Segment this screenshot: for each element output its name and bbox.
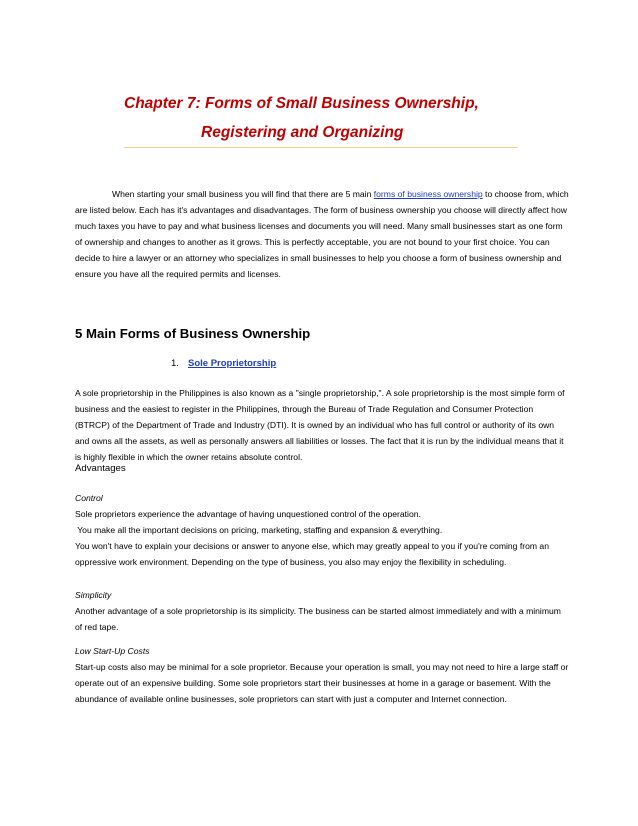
intro-text-start: When starting your small business you will find that there are 5 main: [112, 189, 374, 199]
list-item-sole-proprietorship: [171, 358, 276, 369]
chapter-title-line-2: Registering and Organizing: [201, 124, 404, 141]
simplicity-heading: Simplicity: [75, 590, 112, 600]
control-line-2: You make all the important decisions on pricing, marketing, staffing and expansion & everything.: [75, 525, 443, 535]
chapter-title-line-1: Chapter 7: Forms of Small Business Ownership,: [124, 95, 479, 112]
simplicity-text: Another advantage of a sole proprietorship is its simplicity. The business can be started almost immediately and with a minimum of red tape.: [75, 606, 561, 632]
simplicity-section: [75, 587, 570, 635]
sole-proprietorship-link[interactable]: Sole Proprietorship: [188, 358, 277, 369]
title-underline-divider: [124, 147, 518, 148]
control-section: [75, 490, 570, 570]
control-line-3: You won't have to explain your decisions or answer to anyone else, which may greatly appeal to you if you're coming from an oppressive work environment. Depending on the type of business, you also may enjoy the flexibility in scheduling.: [75, 541, 549, 567]
forms-of-business-ownership-link[interactable]: forms of business ownership: [373, 189, 483, 199]
control-line-1: Sole proprietors experience the advantage of having unquestioned control of the operation.: [75, 509, 421, 519]
advantages-heading: Advantages: [75, 463, 126, 474]
intro-text-rest: to choose from, which are listed below. Each has it's advantages and disadvantages. The form of business ownership you choose will directly affect how much taxes you have to pay and what business licenses and documents you will need. Many small businesses start as one form of ownership and changes to another as it grows. This is perfectly acceptable, you are not bound to your first choice. You can decide to hire a lawyer or an attorney who specializes in small businesses to help you choose a form of business ownership and ensure you have all the required permits and licenses.: [75, 189, 569, 279]
sole-proprietorship-paragraph: A sole proprietorship in the Philippines is also known as a "single proprietorship,". A sole proprietorship is the most simple form of business and the easiest to register in the Philippines, through the Bureau of Trade Regulation and Consumer Protection (BTRCP) of the Department of Trade and Industry (DTI). It is owned by an individual who has full control or authority of its own and owns all the assets, as well as personally answers all liabilities or losses. The fact that it is run by the individual means that it is highly flexible in which the owner retains absolute control.: [75, 388, 565, 462]
list-item-number: 1.: [171, 358, 179, 369]
section-heading: 5 Main Forms of Business Ownership: [75, 326, 311, 341]
intro-paragraph: [75, 186, 570, 282]
startup-costs-section: [75, 643, 570, 707]
startup-costs-text: Start-up costs also may be minimal for a sole proprietor. Because your operation is small, you may not need to hire a large staff or operate out of an expensive building. Some sole proprietors start their businesses at home in a garage or basement. With the abundance of available online businesses, sole proprietors can start with just a computer and Internet connection.: [75, 662, 569, 704]
control-heading: Control: [75, 493, 103, 503]
startup-costs-heading: Low Start-Up Costs: [75, 646, 150, 656]
